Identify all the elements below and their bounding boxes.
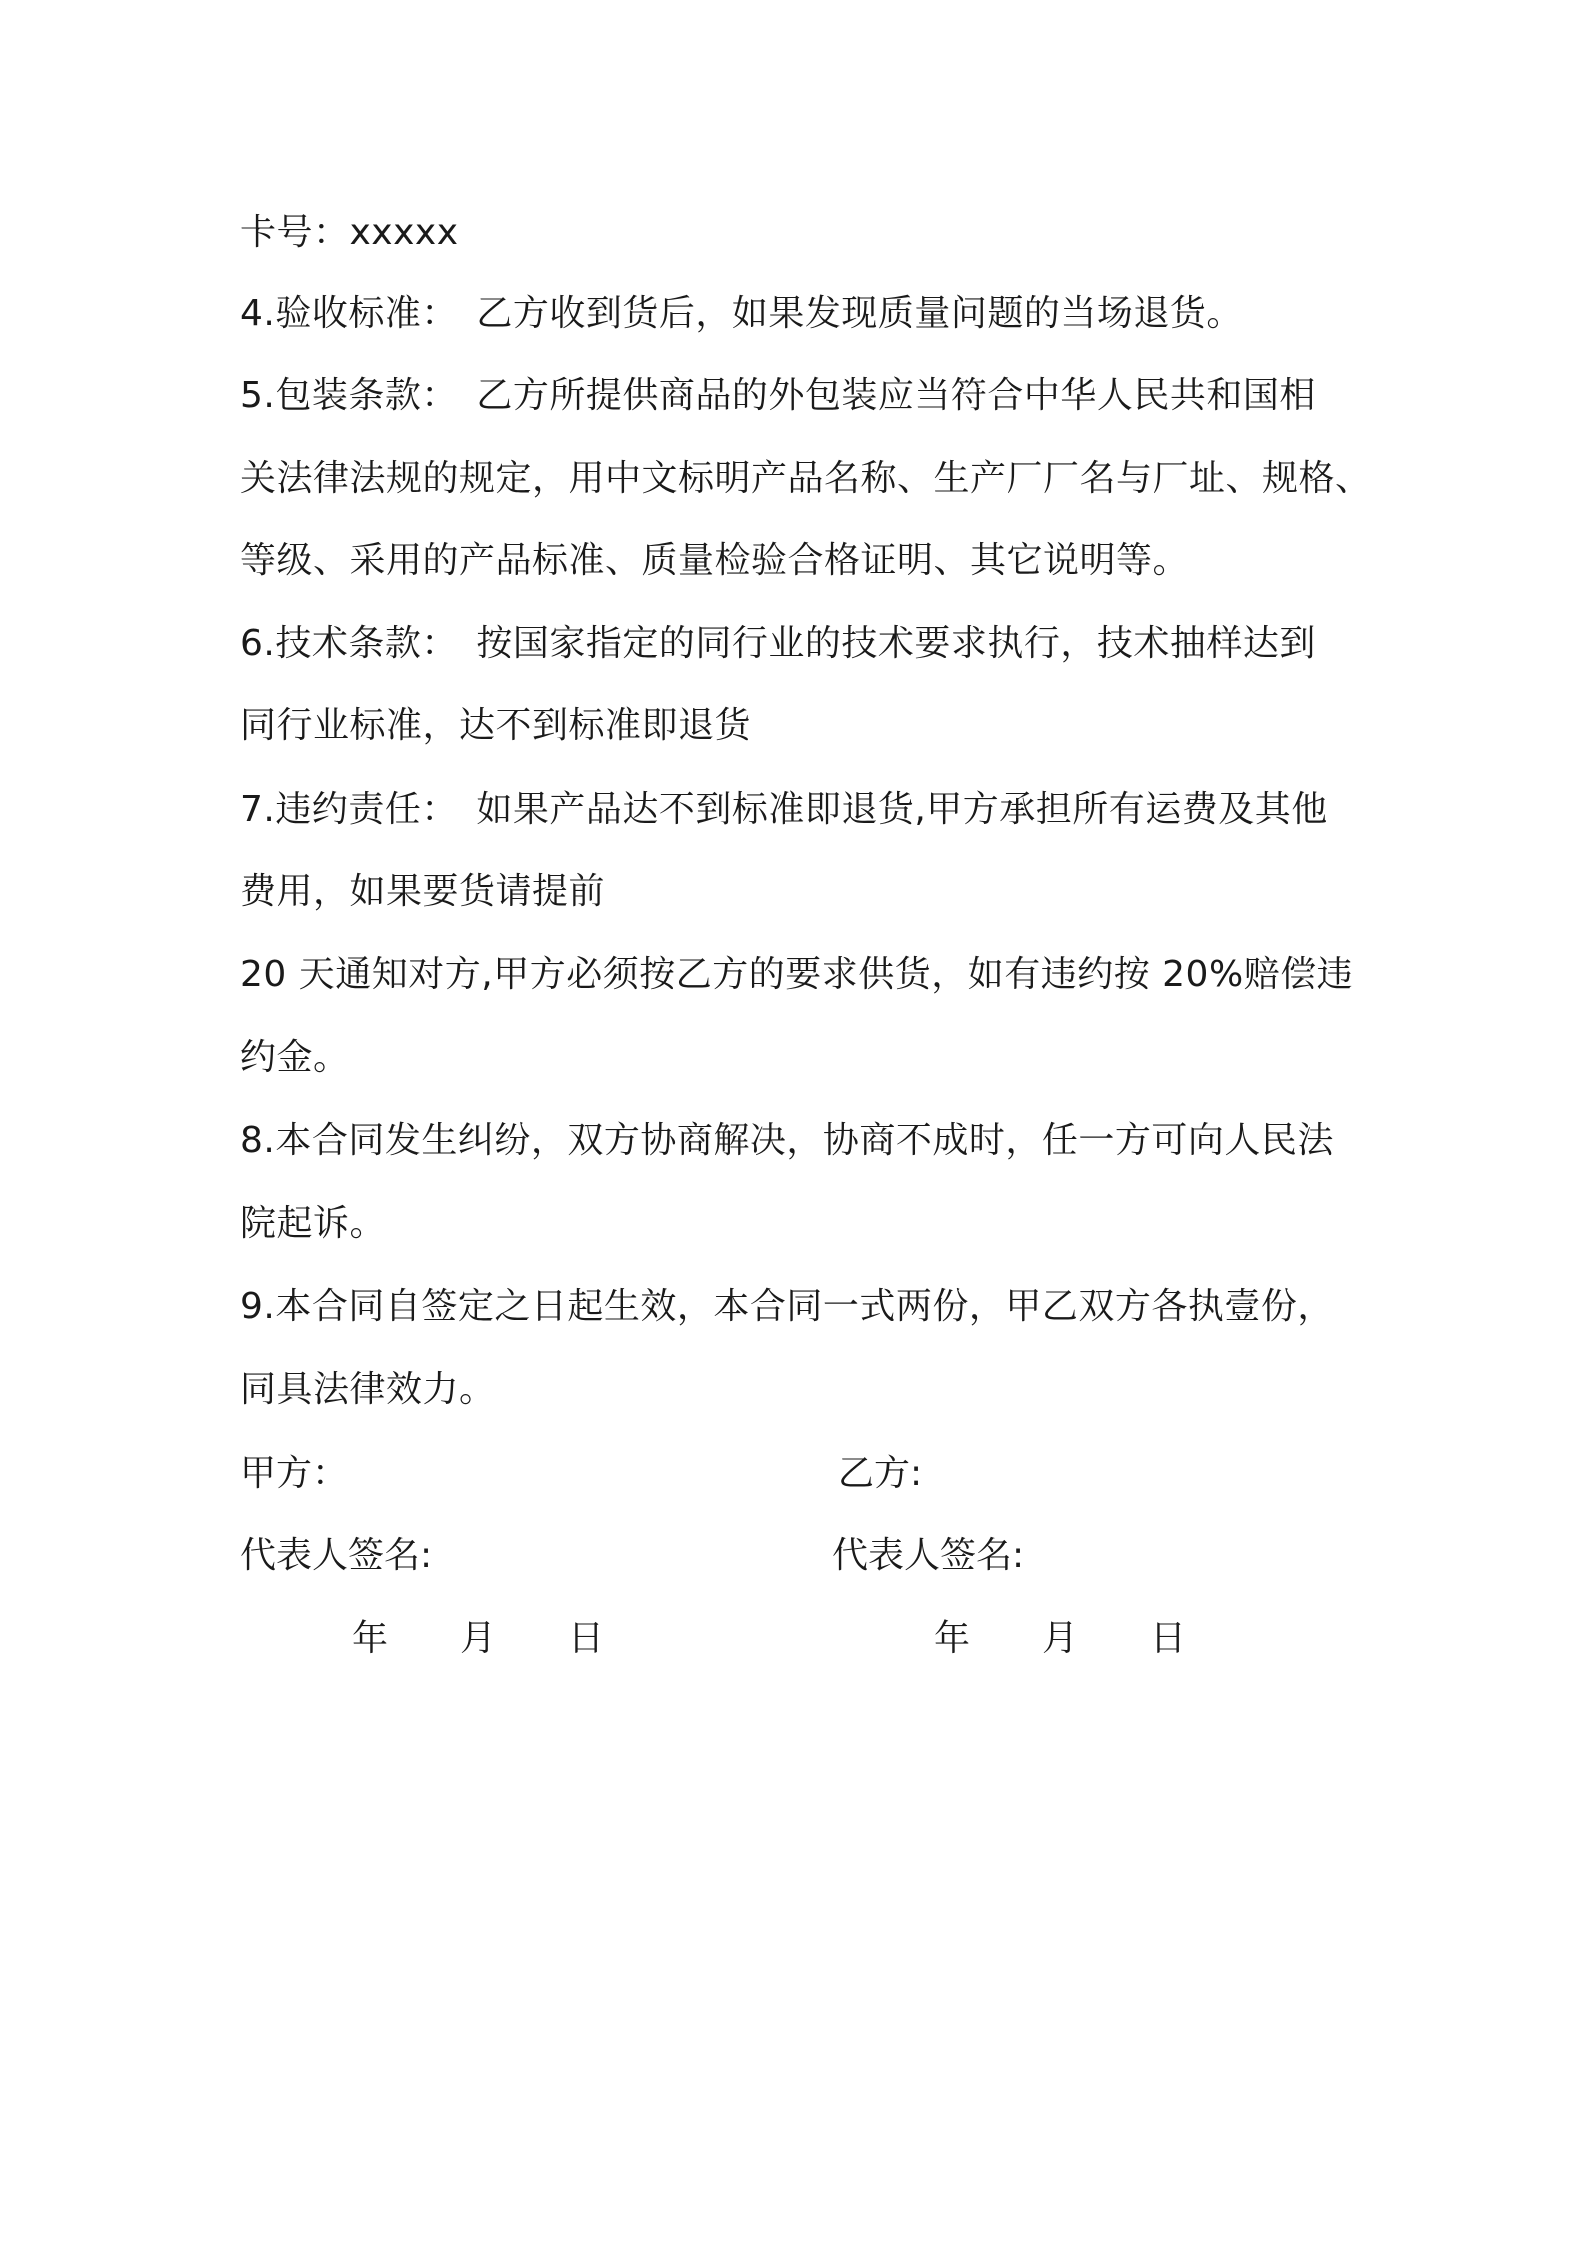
clause-7-liability-line-4: 约金。 xyxy=(240,1037,350,1078)
party-b-representative-signature-label: 代表人签名: xyxy=(832,1535,1025,1576)
clause-8-dispute-line-2: 院起诉。 xyxy=(240,1203,387,1244)
clause-5-packaging-line-3: 等级、采用的产品标准、质量检验合格证明、其它说明等。 xyxy=(240,540,1190,581)
card-number-line: 卡号：xxxxx xyxy=(240,212,459,253)
clause-6-technical-line-2: 同行业标准，达不到标准即退货 xyxy=(240,705,752,746)
clause-7-liability-line-2: 费用，如果要货请提前 xyxy=(240,871,606,912)
party-a-label: 甲方： xyxy=(240,1453,349,1494)
clause-5-packaging-line-2: 关法律法规的规定，用中文标明产品名称、生产厂厂名与厂址、规格、 xyxy=(240,458,1372,499)
party-a-date: 年 月 日 xyxy=(352,1618,605,1659)
clause-5-packaging-line-1: 5.包装条款： 乙方所提供商品的外包装应当符合中华人民共和国相 xyxy=(240,375,1316,416)
clause-7-liability-line-1: 7.违约责任： 如果产品达不到标准即退货,甲方承担所有运费及其他 xyxy=(240,789,1328,830)
clause-7-liability-line-3: 20 天通知对方,甲方必须按乙方的要求供货，如有违约按 20%赔偿违 xyxy=(240,954,1354,995)
party-a-representative-signature-label: 代表人签名: xyxy=(240,1535,433,1576)
clause-8-dispute-line-1: 8.本合同发生纠纷，双方协商解决，协商不成时，任一方可向人民法 xyxy=(240,1120,1334,1161)
clause-9-effective-line-1: 9.本合同自签定之日起生效，本合同一式两份，甲乙双方各执壹份， xyxy=(240,1286,1334,1327)
party-b-label: 乙方: xyxy=(838,1453,923,1494)
clause-9-effective-line-2: 同具法律效力。 xyxy=(240,1369,496,1410)
party-b-date: 年 月 日 xyxy=(934,1618,1187,1659)
clause-4-acceptance: 4.验收标准： 乙方收到货后，如果发现质量问题的当场退货。 xyxy=(240,293,1243,334)
clause-6-technical-line-1: 6.技术条款： 按国家指定的同行业的技术要求执行，技术抽样达到 xyxy=(240,623,1316,664)
